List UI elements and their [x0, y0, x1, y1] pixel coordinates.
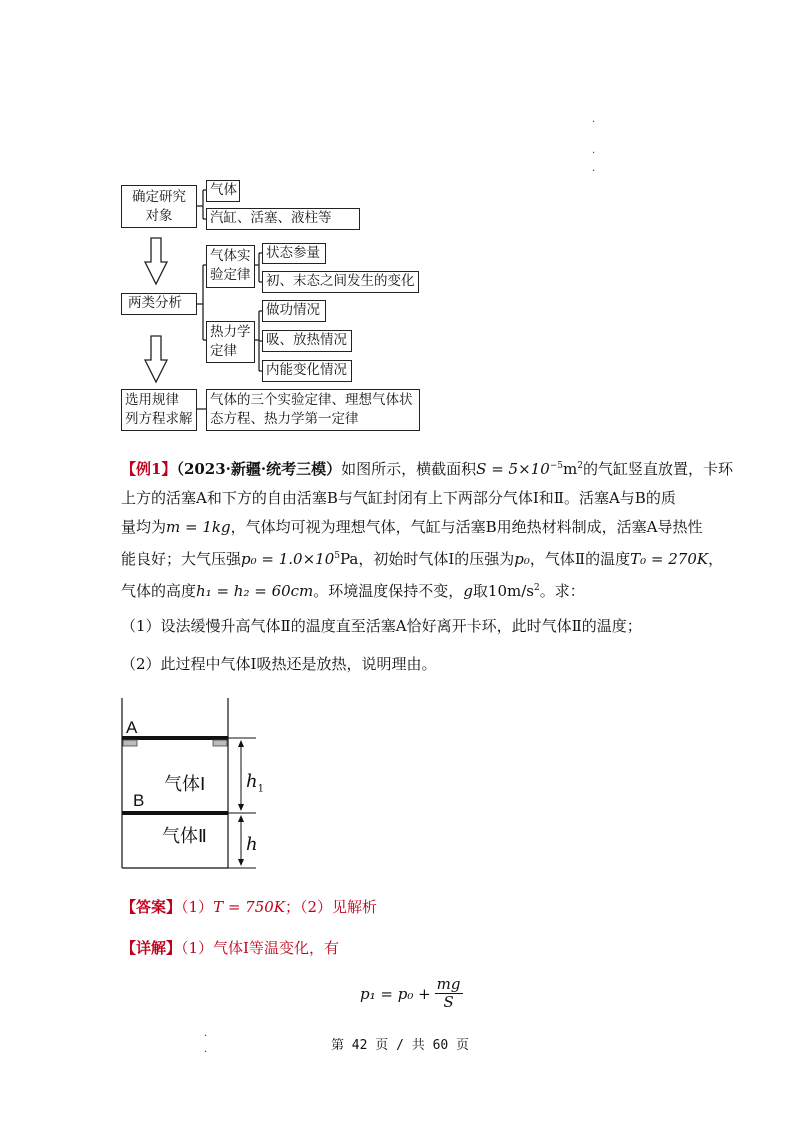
- answer-part-1: （1）: [181, 898, 214, 916]
- flow-choose-laws: [121, 389, 197, 431]
- example-source: （2023·新疆·统考三模）: [176, 460, 342, 478]
- mass-formula: m = 1kg: [166, 518, 231, 536]
- area-unit: m: [563, 460, 578, 478]
- problem-text: ，: [708, 550, 724, 568]
- problem-line-3: [121, 513, 703, 542]
- problem-line-4: [121, 542, 724, 574]
- flow-text: 气体的三个实验定律、理想气体状: [210, 392, 413, 408]
- flow-state-params: [262, 243, 326, 264]
- label-gas-1: 气体Ⅰ: [164, 774, 206, 794]
- example-problem: [121, 452, 734, 606]
- h1-symbol: h: [246, 771, 258, 792]
- page-footer: 第 42 页 / 共 60 页: [330, 1038, 470, 1053]
- label-piston-b: B: [133, 791, 145, 810]
- flow-text: 吸、放热情况: [266, 332, 347, 348]
- detail-line: [121, 934, 681, 963]
- flow-text: 选用规律: [125, 392, 179, 408]
- example-tag: 【例1】: [121, 460, 177, 478]
- height-formula: h₁ = h₂ = 60cm: [196, 582, 314, 600]
- area-formula: S = 5×10: [476, 460, 550, 478]
- question-1: （1）设法缓慢升高气体Ⅱ的温度直至活塞A恰好离开卡环，此时气体Ⅱ的温度；: [121, 617, 642, 635]
- p0-symbol: p₀: [514, 550, 530, 568]
- flow-text: 内能变化情况: [266, 362, 347, 378]
- problem-line-5: 气体的高度h₁ = h₂ = 60cm。环境温度保持不变，g取$10m/s^2$。求：: [121, 582, 585, 600]
- flow-text: 初、末态之间发生的变化: [266, 273, 415, 289]
- flow-text: 汽缸、活塞、液柱等: [210, 210, 332, 226]
- pressure-unit: Pa: [339, 550, 359, 568]
- flow-research-object: [121, 185, 197, 228]
- problem-text: 。求：: [539, 582, 585, 600]
- temperature-formula: T₀ = 270K: [630, 550, 709, 568]
- flow-heat: [262, 330, 352, 352]
- answer-tag: 【答案】: [121, 898, 182, 916]
- formula-numerator: mg: [436, 975, 461, 993]
- answer-part-2: ；（2）见解析: [285, 898, 378, 916]
- stray-dot: ·: [592, 166, 596, 177]
- flow-text: 态方程、热力学第一定律: [210, 411, 359, 427]
- problem-text: 。环境温度保持不变，: [313, 582, 464, 600]
- flow-cylinder: [206, 208, 360, 230]
- problem-text: 气体的高度: [121, 582, 197, 600]
- flow-text: 热力学: [210, 324, 251, 340]
- flow-state-change: [262, 271, 419, 293]
- problem-text: ，初始时气体Ⅰ的压强为: [358, 550, 515, 568]
- label-h: h: [246, 834, 258, 855]
- pressure-exponent: 5: [334, 551, 340, 561]
- flow-text: 确定研究: [132, 189, 186, 205]
- flow-text: 两类分析: [128, 295, 182, 311]
- label-gas-2: 气体Ⅱ: [162, 826, 207, 846]
- problem-text: 量均为: [121, 518, 167, 536]
- problem-text: ，气体均可视为理想气体，气缸与活塞B用绝热材料制成，活塞A导热性: [230, 518, 703, 536]
- flow-thermo: [206, 321, 255, 363]
- flowchart-connectors: [0, 0, 800, 440]
- flow-text: 定律: [210, 343, 237, 359]
- flow-gas: [206, 180, 240, 202]
- pressure-formula: p₀ = 1.0×10: [241, 550, 335, 568]
- flow-text: 对象: [145, 208, 173, 224]
- flow-text: 列方程求解: [125, 411, 193, 427]
- formula-lhs: p₁ = p₀ +: [360, 984, 431, 1003]
- flow-work: [262, 300, 326, 322]
- problem-text: 取10m/s: [472, 582, 534, 600]
- answer-value: T = 750K: [213, 898, 286, 916]
- stray-dot: ·: [204, 1047, 208, 1058]
- flow-laws: [206, 389, 420, 431]
- detail-text: （1）气体Ⅰ等温变化，有: [181, 939, 339, 957]
- flow-two-analysis: [121, 293, 197, 315]
- area-exponent: −5: [549, 461, 564, 471]
- flow-text: 状态参量: [266, 245, 320, 261]
- h1-subscript: 1: [257, 783, 264, 795]
- formula-denominator: S: [443, 993, 454, 1011]
- flow-internal-energy: [262, 360, 352, 382]
- label-piston-a: A: [126, 718, 138, 737]
- g-symbol: g: [463, 582, 473, 600]
- stray-dot: ·: [592, 148, 596, 159]
- question-2: （2）此过程中气体Ⅰ吸热还是放热，说明理由。: [121, 655, 437, 673]
- stray-dot: ·: [204, 1031, 208, 1042]
- problem-text: 的气缸竖直放置，卡环: [583, 460, 734, 478]
- label-h1: [246, 771, 264, 795]
- flow-text: 气体: [210, 182, 237, 198]
- problem-line-2: 上方的活塞A和下方的自由活塞B与气缸封闭有上下两部分气体Ⅰ和Ⅱ。活塞A与B的质: [121, 489, 676, 507]
- formula-p1: [360, 976, 463, 1011]
- problem-line-1: 【例1】（2023·新疆·统考三模）如图所示，横截面积$S = 5\times 10^{-5}m^2$的气缸竖直放置，卡环: [121, 460, 734, 478]
- detail-tag: 【详解】: [121, 939, 182, 957]
- stray-dot: ·: [592, 117, 596, 128]
- problem-text: 能良好；大气压强: [121, 550, 242, 568]
- problem-text: ，气体Ⅱ的温度: [529, 550, 631, 568]
- flow-gas-law: [206, 245, 255, 288]
- problem-text: 如图所示，横截面积: [341, 460, 477, 478]
- flow-text: 气体实: [210, 248, 251, 264]
- flow-text: 验定律: [210, 267, 251, 283]
- flow-text: 做功情况: [266, 302, 320, 318]
- answer-line: [121, 893, 681, 922]
